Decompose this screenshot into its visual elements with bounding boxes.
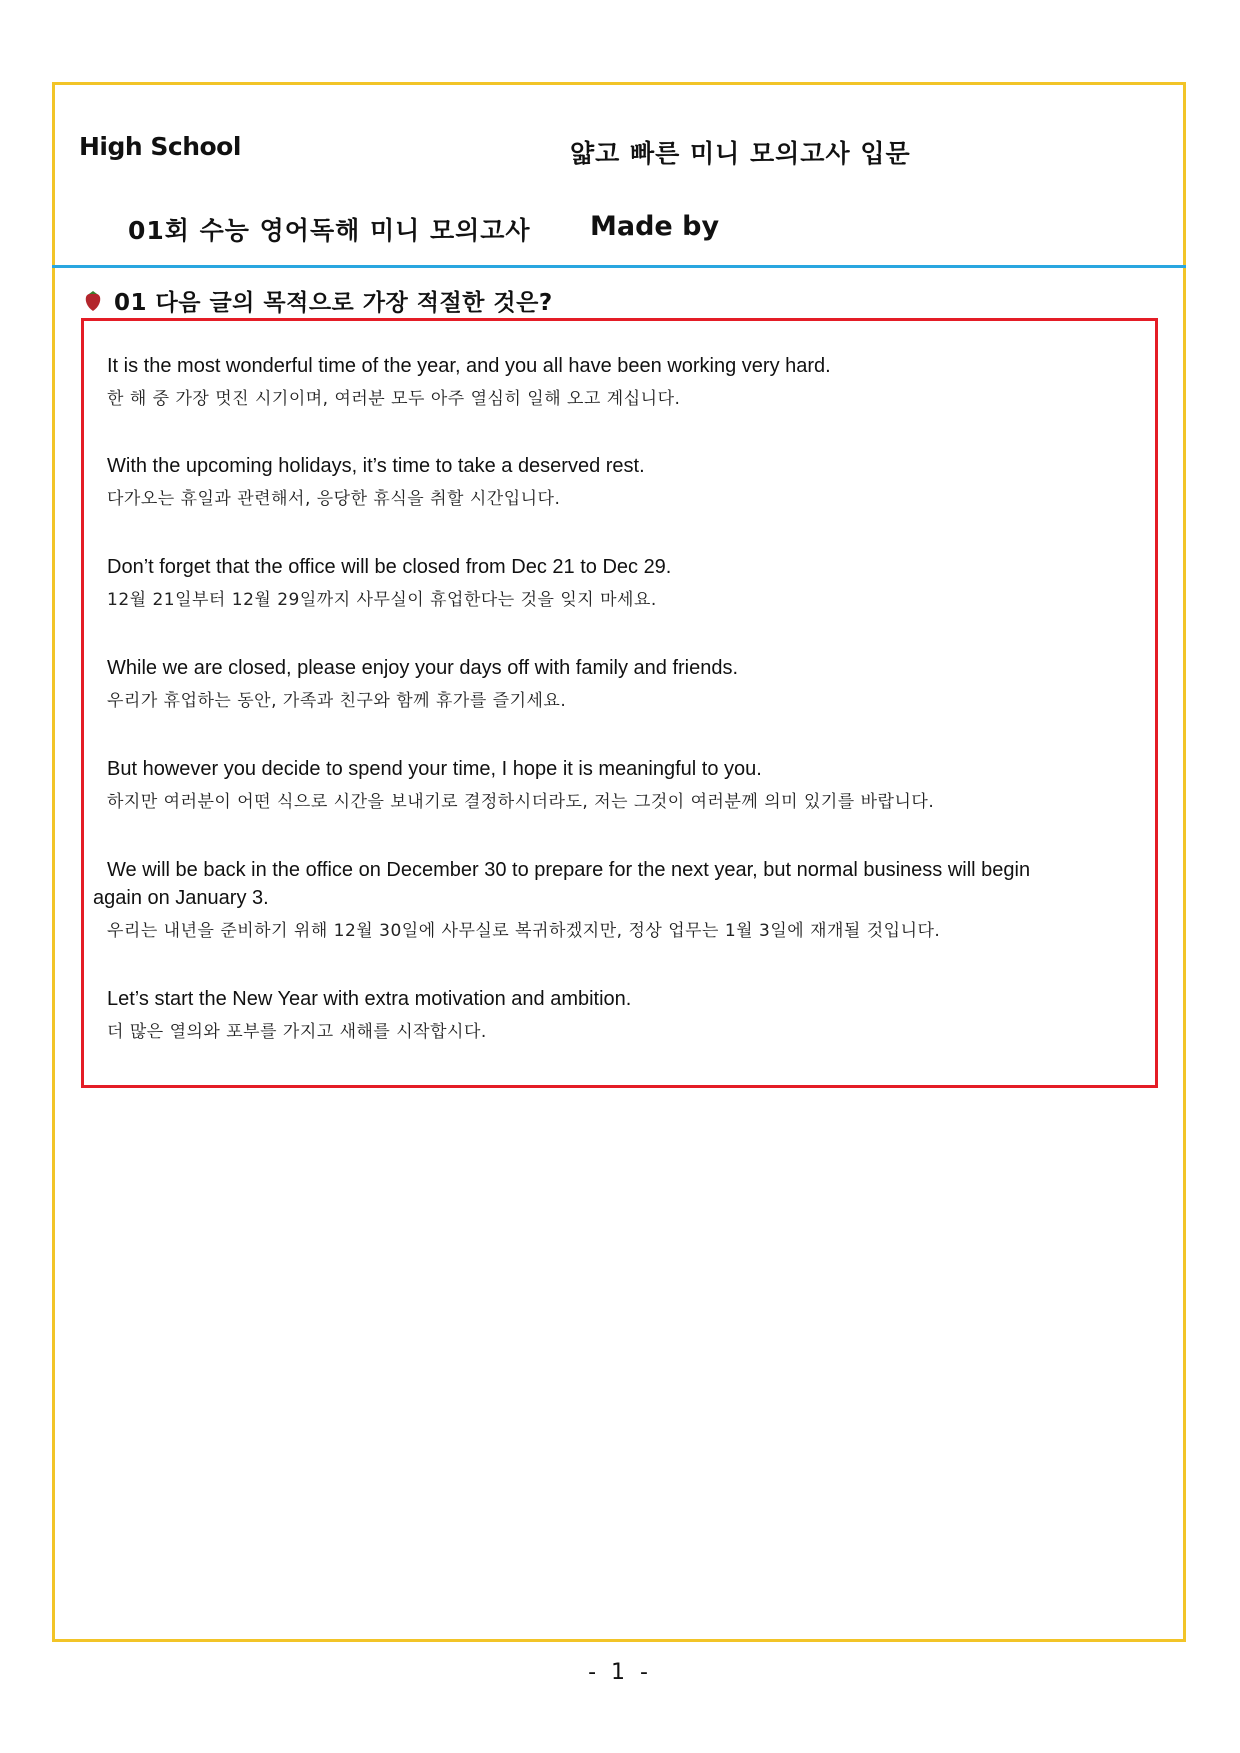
sentence-english-line-1: We will be back in the office on December 30 to prepare for the next year, but normal business will begin bbox=[107, 859, 1031, 881]
sentence-6 bbox=[93, 856, 1147, 944]
sentence-english: But however you decide to spend your time, I hope it is meaningful to you. bbox=[107, 758, 762, 780]
sentence-english: Let’s start the New Year with extra motivation and ambition. bbox=[107, 988, 632, 1010]
sentence-1 bbox=[107, 352, 1147, 412]
question-heading bbox=[84, 284, 553, 317]
header-series-title: 얇고 빠른 미니 모의고사 입문 bbox=[570, 139, 911, 168]
sentence-korean: 하지만 여러분이 어떤 식으로 시간을 보내기로 결정하시더라도, 저는 그것이 여러분께 의미 있기를 바랍니다. bbox=[107, 792, 935, 812]
sentence-4 bbox=[107, 654, 1147, 714]
sentence-english: With the upcoming holidays, it’s time to take a deserved rest. bbox=[107, 455, 645, 477]
sentence-english bbox=[93, 856, 1145, 912]
sentence-2 bbox=[107, 452, 1147, 512]
sentence-korean: 우리는 내년을 준비하기 위해 12월 30일에 사무실로 복귀하겠지만, 정상 업무는 1월 3일에 재개될 것입니다. bbox=[107, 921, 941, 941]
page-number: - 1 - bbox=[588, 1660, 652, 1685]
sentence-english: Don’t forget that the office will be closed from Dec 21 to Dec 29. bbox=[107, 556, 672, 578]
sentence-korean: 더 많은 열의와 포부를 가지고 새해를 시작합시다. bbox=[107, 1022, 487, 1042]
sentence-korean: 한 해 중 가장 멋진 시기이며, 여러분 모두 아주 열심히 일해 오고 계십니다. bbox=[107, 389, 681, 409]
sentence-english: It is the most wonderful time of the year, and you all have been working very hard. bbox=[107, 355, 831, 377]
strawberry-icon bbox=[84, 290, 102, 312]
header-divider bbox=[52, 265, 1186, 268]
sentence-5 bbox=[107, 755, 1147, 815]
sentence-3 bbox=[107, 553, 1147, 613]
sentence-english: While we are closed, please enjoy your days off with family and friends. bbox=[107, 657, 739, 679]
made-by-label: Made by bbox=[590, 211, 720, 242]
exam-title: 01회 수능 영어독해 미니 모의고사 bbox=[128, 216, 531, 245]
sentence-english-line-2: again on January 3. bbox=[93, 887, 269, 909]
sentence-korean: 다가오는 휴일과 관련해서, 응당한 휴식을 취할 시간입니다. bbox=[107, 489, 561, 509]
sentence-7 bbox=[107, 985, 1147, 1045]
header-level: High School bbox=[79, 132, 241, 161]
sentence-korean: 우리가 휴업하는 동안, 가족과 친구와 함께 휴가를 즐기세요. bbox=[107, 691, 567, 711]
sentence-korean: 12월 21일부터 12월 29일까지 사무실이 휴업한다는 것을 잊지 마세요. bbox=[107, 590, 657, 610]
question-text: 01 다음 글의 목적으로 가장 적절한 것은? bbox=[114, 290, 553, 316]
